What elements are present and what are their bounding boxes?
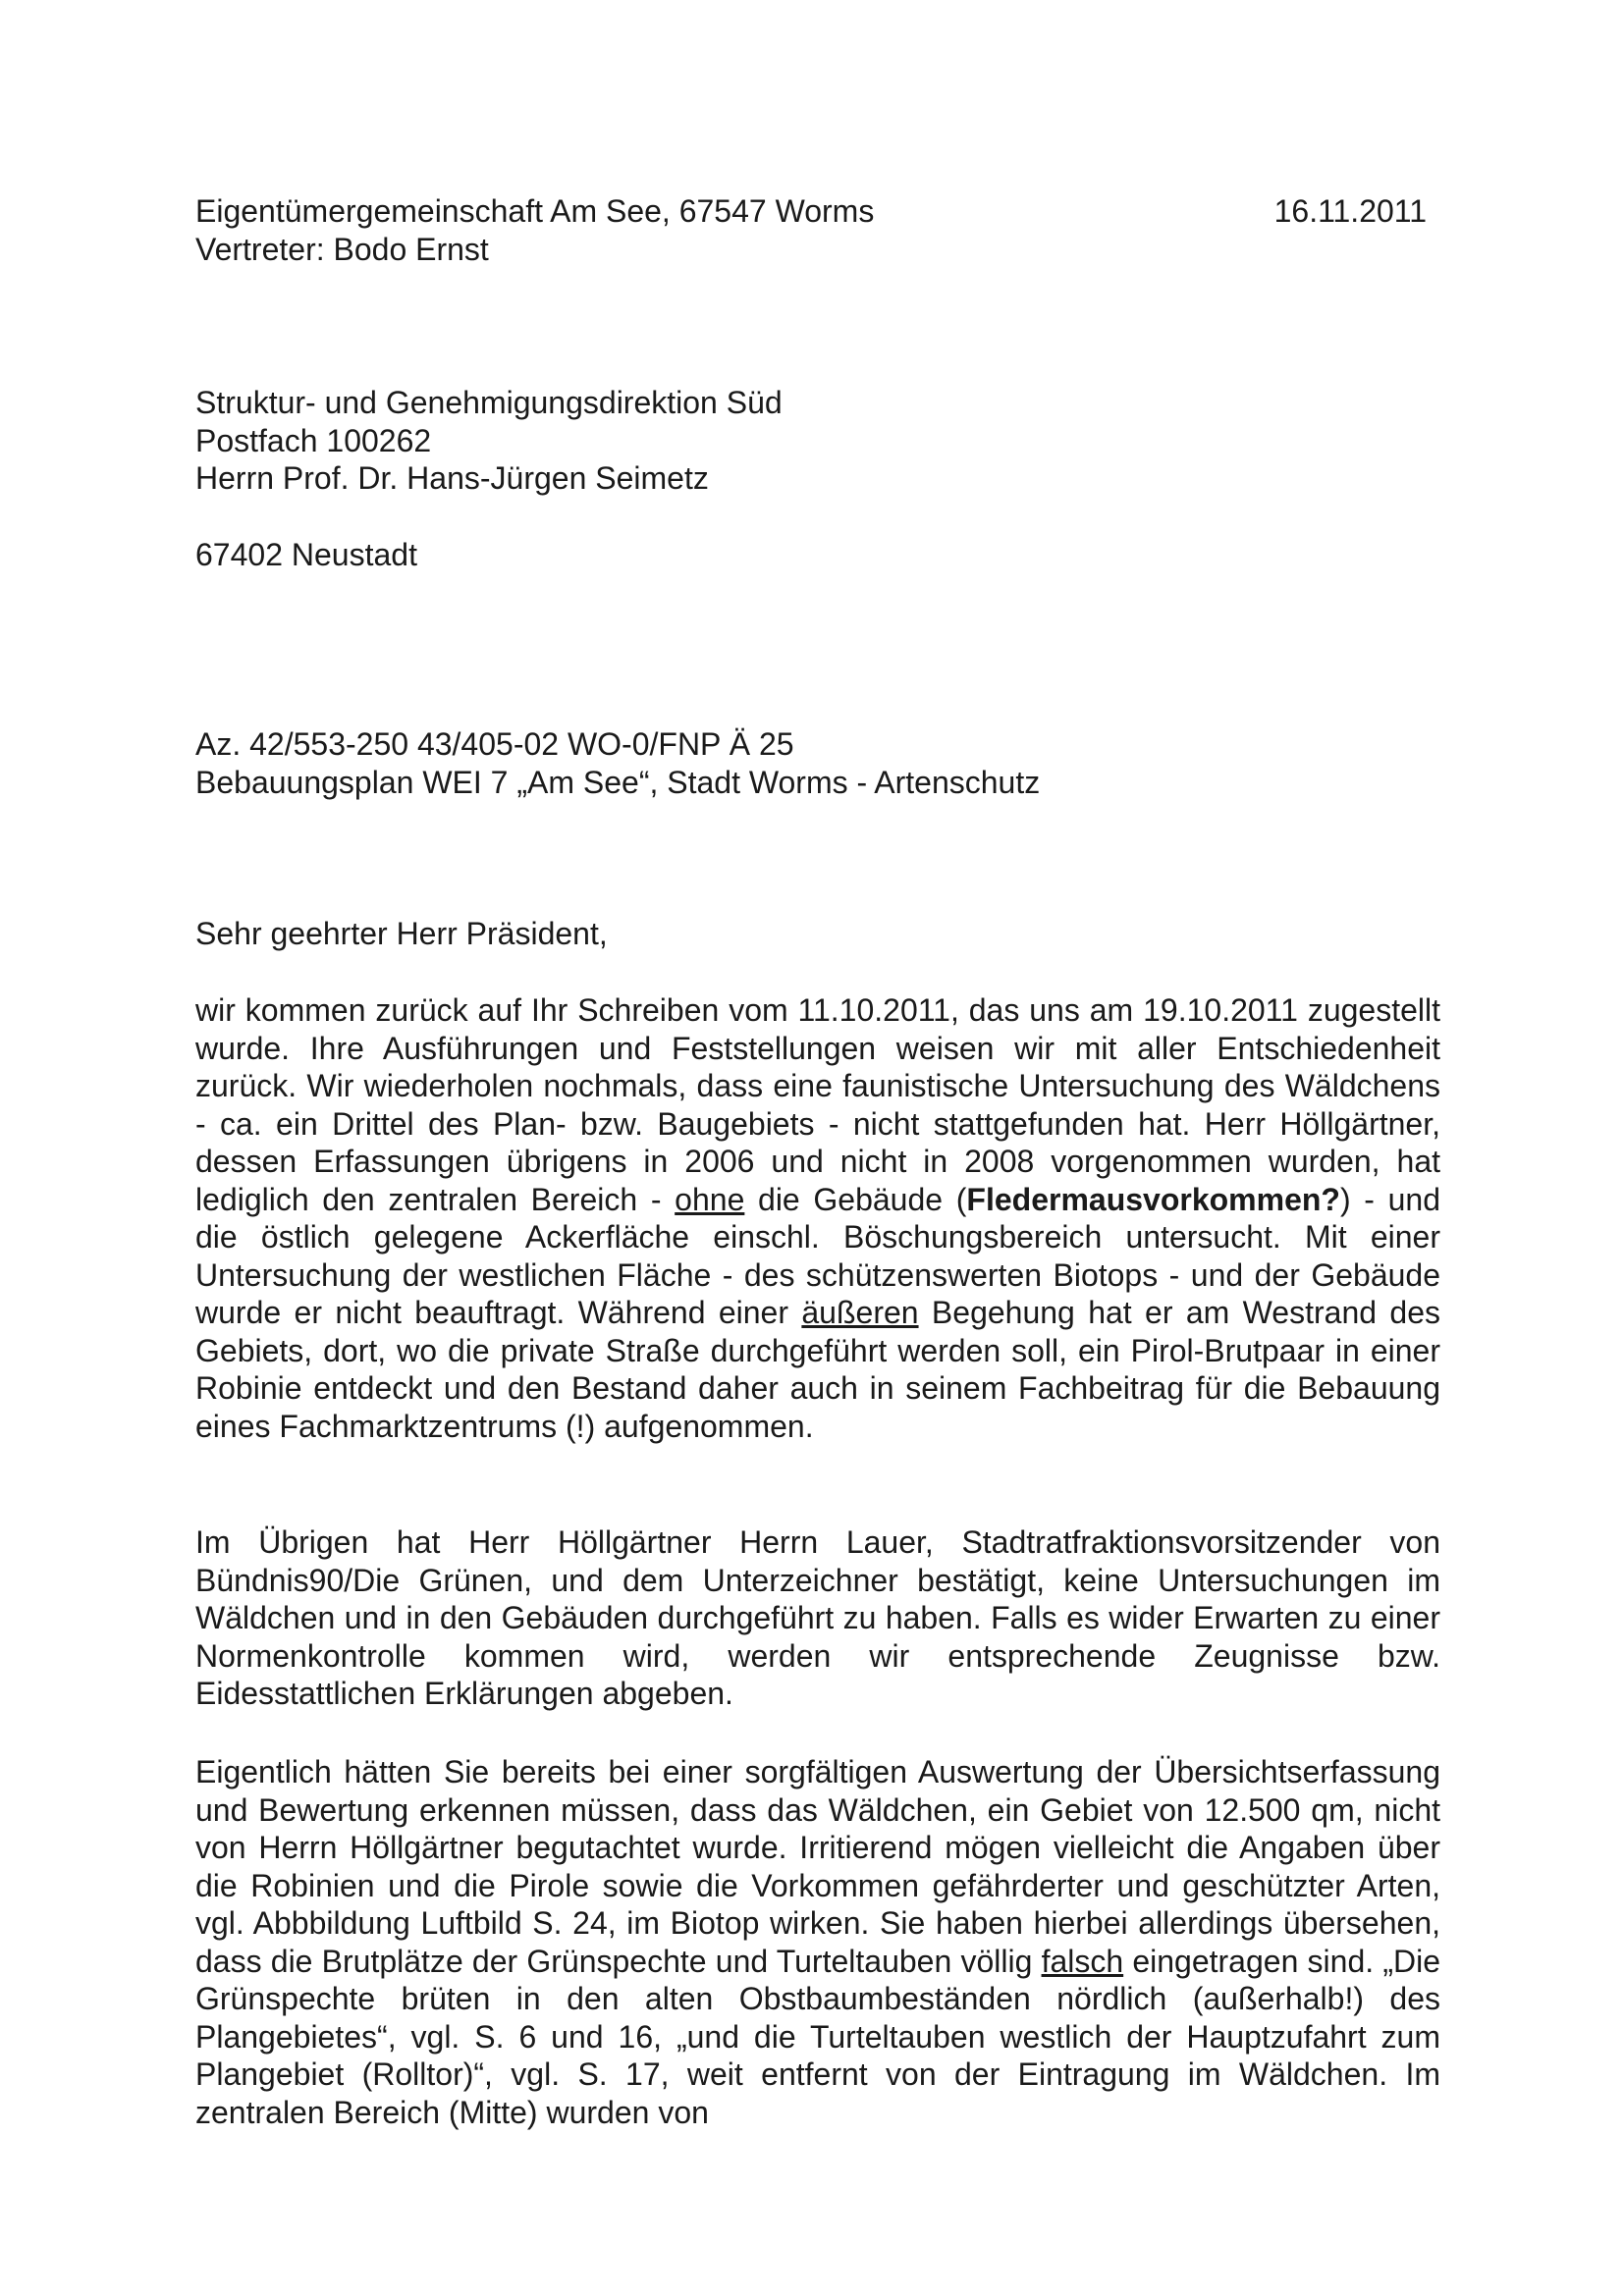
sender-representative: Vertreter: Bodo Ernst — [195, 231, 489, 267]
subject-line: Bebauungsplan WEI 7 „Am See“, Stadt Worms - Artenschutz — [195, 764, 1041, 800]
paragraph-text: wir kommen zurück auf Ihr Schreiben vom 11.10.2011, das uns am 19.10.2011 zugestellt wurde. Ihre Ausführungen und Feststellungen weisen wir mit aller Entschiedenheit zurück. Wir wiederholen nochmals, dass eine faunistische Untersuchung des Wäldchens - ca. ein Drittel des Plan- bzw. Baugebiets - nicht stattgefunden hat. Herr Höllgärtner, dessen Erfassungen übrigens in 2006 und nicht in 2008 vorgenommen wurden, hat lediglich den zentralen Bereich - — [195, 992, 1440, 1217]
recipient-city: 67402 Neustadt — [195, 537, 417, 572]
paragraph-text: ) - und die östlich gelegene Ackerfläche einschl. Böschungsbereich untersucht. Mit einer Untersuchung der westlichen Fläche - des schützenswerten Biotops - und der Gebäude wurde er nicht beauftragt. Während einer — [195, 1181, 1441, 1330]
salutation: Sehr geehrter Herr Präsident, — [195, 916, 608, 951]
reference-number: Az. 42/553-250 43/405-02 WO-0/FNP Ä 25 — [195, 726, 794, 762]
body-paragraph-2: Im Übrigen hat Herr Höllgärtner Herrn Lauer, Stadtratfraktionsvorsitzender von Bündnis90/Die Grünen, und dem Unterzeichner bestätigt, keine Untersuchungen im Wäldchen und in den Gebäuden durchgeführt zu haben. Falls es wider Erwarten zu einer Normenkontrolle kommen wird, werden wir entsprechende Zeugnisse bzw. Eidesstattlichen Erklärungen abgeben. — [195, 1524, 1440, 1711]
paragraph-text: Eigentlich hätten Sie bereits bei einer sorgfältigen Auswertung der Übersichtserfassung und Bewertung erkennen müssen, dass das Wäldchen, ein Gebiet von 12.500 qm, nicht von Herrn Höllgärtner begutachtet wurde. Irritierend mögen vielleicht die Angaben über die Robinien und die Pirole sowie die Vorkommen gefährderter und geschützter Arten, vgl. Abbbildung Luftbild S. 24, im Biotop wirken. Sie haben hierbei allerdings übersehen, dass die Brutplätze der Grünspechte und Turteltauben völlig — [195, 1754, 1440, 1979]
recipient-organization: Struktur- und Genehmigungsdirektion Süd — [195, 385, 783, 420]
underlined-falsch: falsch — [1041, 1943, 1124, 1979]
body-paragraph-3 — [195, 1753, 1440, 2131]
sender-address — [195, 192, 1440, 268]
bold-fledermausvorkommen: Fledermausvorkommen? — [966, 1181, 1340, 1217]
recipient-person: Herrn Prof. Dr. Hans-Jürgen Seimetz — [195, 460, 709, 496]
underlined-ohne: ohne — [675, 1181, 745, 1217]
paragraph-text: die Gebäude ( — [744, 1181, 967, 1217]
letter-date: 16.11.2011 — [1273, 193, 1427, 229]
underlined-aeusseren: äußeren — [801, 1295, 919, 1330]
paragraph-text: eingetragen sind. „Die Grünspechte brüten in den alten Obstbaumbeständen nördlich (außerhalb!) des Plangebietes“, vgl. S. 6 und 16, „und die Turteltauben westlich der Hauptzufahrt zum Plangebiet (Rolltor)“, vgl. S. 17, weit entfernt von der Eintragung im Wäldchen. Im zentralen Bereich (Mitte) wurden von — [195, 1943, 1441, 2130]
subject-block — [195, 725, 1440, 801]
paragraph-text: Begehung hat er am Westrand des Gebiets, dort, wo die private Straße durchgeführt werden soll, ein Pirol-Brutpaar in einer Robinie entdeckt und den Bestand daher auch in seinem Fachbeitrag für die Bebauung eines Fachmarktzentrums (!) aufgenommen. — [195, 1295, 1441, 1444]
body-paragraph-1 — [195, 991, 1440, 1445]
sender-name: Eigentümergemeinschaft Am See, 67547 Worms — [195, 193, 875, 229]
recipient-address — [195, 384, 1440, 498]
recipient-po-box: Postfach 100262 — [195, 422, 432, 458]
